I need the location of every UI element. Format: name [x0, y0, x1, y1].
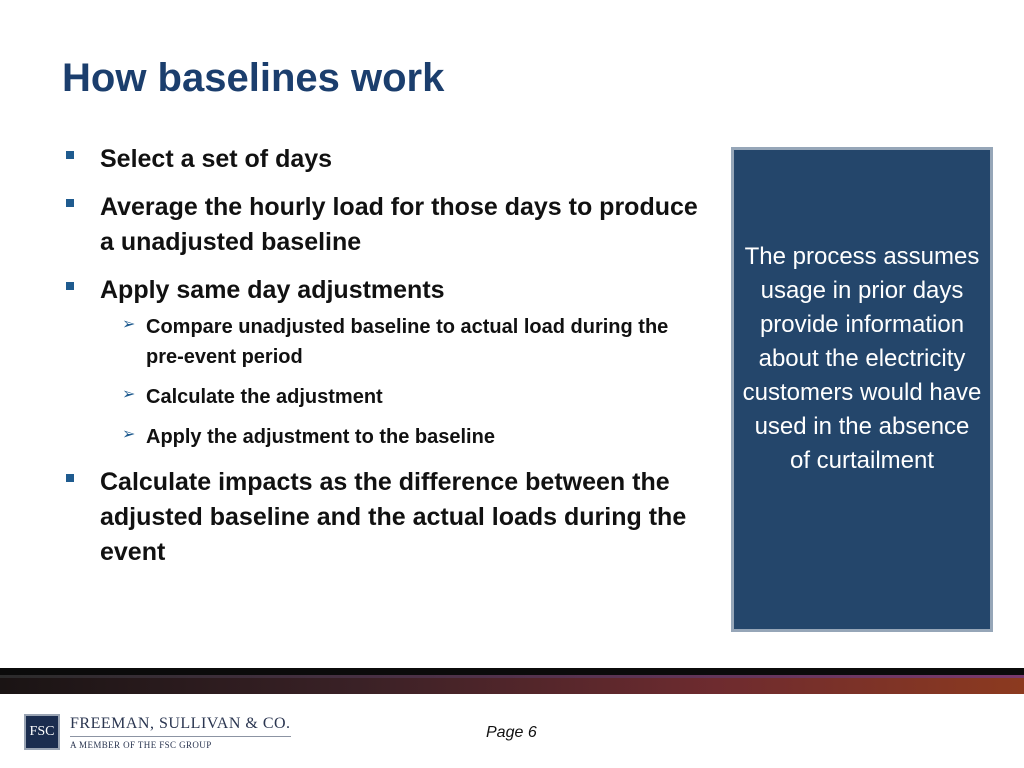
arrow-bullet-icon: ➢ [122, 426, 136, 443]
page-number: Page 6 [486, 724, 537, 741]
bullet-item [62, 273, 702, 452]
footer-band [0, 678, 1024, 694]
callout-text: The process assumes usage in prior days provide information about the electricity customers would have used in the absence of curtailment [742, 243, 982, 474]
logo-wordmark [70, 715, 291, 750]
bullet-list [62, 142, 702, 583]
sub-bullet-text: Compare unadjusted baseline to actual load during the pre-event period [146, 316, 669, 368]
sub-bullet-text: Apply the adjustment to the baseline [146, 426, 495, 448]
bullet-text: Apply same day adjustments [100, 276, 445, 304]
company-logo [24, 714, 291, 750]
sub-bullet-text: Calculate the adjustment [146, 386, 383, 408]
company-tagline: A MEMBER OF THE FSC GROUP [70, 739, 212, 750]
sub-bullet-item [100, 422, 702, 452]
square-bullet-icon [66, 199, 74, 207]
footer-divider [0, 668, 1024, 675]
sub-bullet-item [100, 382, 702, 412]
arrow-bullet-icon: ➢ [122, 386, 136, 403]
slide-title: How baselines work [62, 56, 445, 100]
square-bullet-icon [66, 151, 74, 159]
bullet-item [62, 190, 702, 260]
bullet-text: Select a set of days [100, 145, 333, 173]
arrow-bullet-icon: ➢ [122, 316, 136, 333]
logo-mark: FSC [24, 714, 60, 750]
sub-bullet-list [100, 312, 702, 452]
bullet-text: Calculate impacts as the difference between the adjusted baseline and the actual loads during the event [100, 468, 687, 566]
square-bullet-icon [66, 474, 74, 482]
bullet-text: Average the hourly load for those days to produce a unadjusted baseline [100, 193, 698, 256]
bullet-item [62, 465, 702, 570]
callout-box [731, 147, 993, 632]
bullet-item [62, 142, 702, 177]
square-bullet-icon [66, 282, 74, 290]
sub-bullet-item [100, 312, 702, 372]
company-name: FREEMAN, SULLIVAN & CO. [70, 715, 291, 737]
